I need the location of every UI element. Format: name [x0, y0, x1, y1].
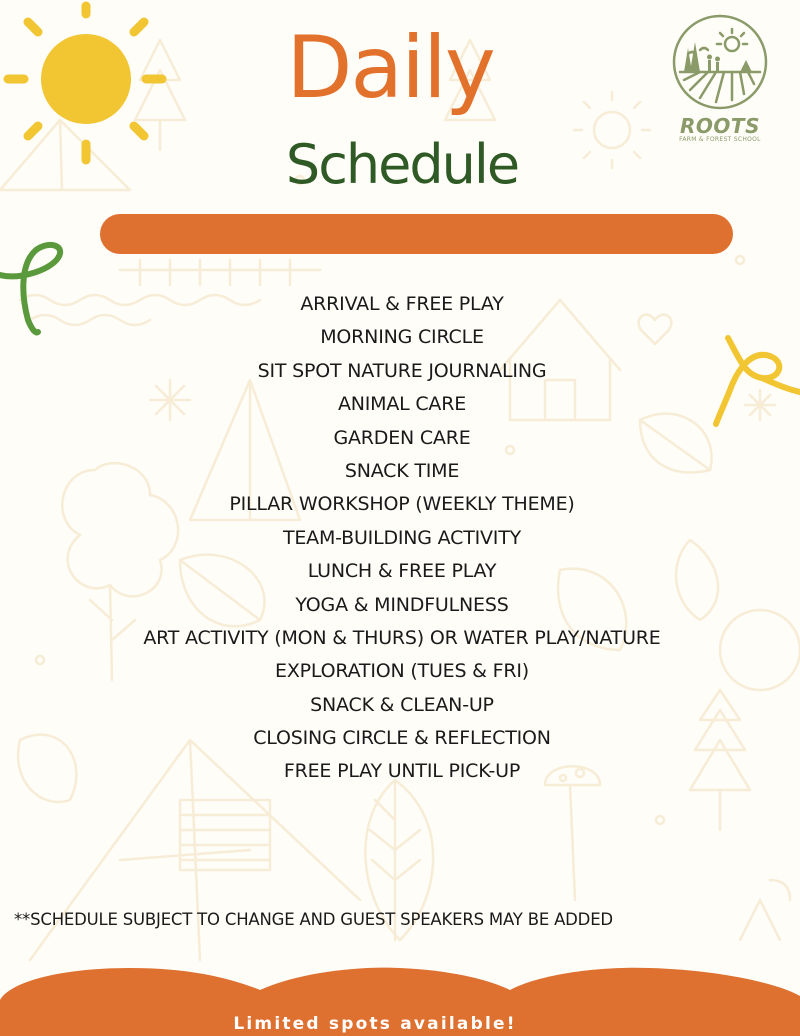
schedule-note: **SCHEDULE SUBJECT TO CHANGE AND GUEST SPEAKERS MAY BE ADDED	[14, 910, 613, 929]
page-title-daily: Daily	[286, 18, 494, 118]
list-item: GARDEN CARE	[333, 426, 471, 449]
list-item: FREE PLAY UNTIL PICK-UP	[283, 760, 521, 783]
list-item: TEAM-BUILDING ACTIVITY	[282, 526, 522, 549]
list-item: LUNCH & FREE PLAY	[307, 560, 497, 583]
logo-name: ROOTS	[680, 114, 760, 138]
list-item: ART ACTIVITY (MON & THURS) OR WATER PLAY/NATURE	[143, 626, 661, 649]
orange-divider-bar	[100, 214, 733, 254]
list-item: EXPLORATION (TUES & FRI)	[275, 660, 529, 683]
list-item: ANIMAL CARE	[337, 393, 467, 416]
list-item: CLOSING CIRCLE & REFLECTION	[253, 727, 551, 750]
schedule-list	[0, 288, 800, 789]
list-item: SIT SPOT NATURE JOURNALING	[257, 359, 547, 382]
list-item: YOGA & MINDFULNESS	[295, 593, 509, 616]
logo-subtitle: FARM & FOREST SCHOOL	[679, 136, 761, 143]
list-item: ARRIVAL & FREE PLAY	[300, 293, 504, 315]
list-item: PILLAR WORKSHOP (WEEKLY THEME)	[229, 493, 575, 516]
list-item: MORNING CIRCLE	[320, 326, 484, 349]
page-title-schedule: Schedule	[285, 133, 519, 196]
footer-cta-text: Limited spots available!	[233, 1014, 517, 1034]
list-item: SNACK TIME	[344, 459, 460, 482]
list-item: SNACK & CLEAN-UP	[310, 693, 494, 716]
